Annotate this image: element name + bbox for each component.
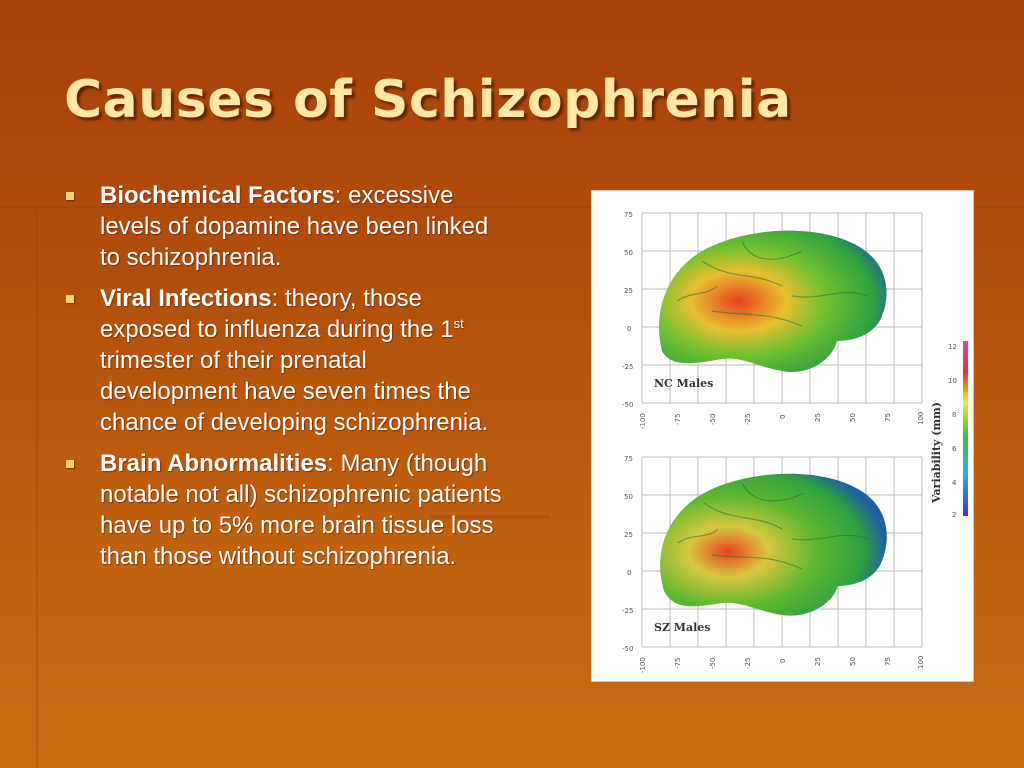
- square-bullet-icon: [66, 460, 74, 468]
- brain-variability-figure: [591, 190, 974, 682]
- x-tick-label: -50: [709, 657, 717, 669]
- bullet-text: trimester of their prenatal development have seven times the chance of developing schizophrenia.: [100, 347, 489, 436]
- y-tick-label: -50: [622, 401, 634, 409]
- bullet-text: Many (though notable not all) schizophrenic patients have up to 5% more brain tissue loss than those without schizophrenia.: [100, 450, 502, 570]
- y-tick-label: 50: [624, 249, 633, 257]
- bullet-separator: :: [327, 450, 334, 477]
- y-tick-label: 25: [624, 287, 633, 295]
- bottom-x-ticks: [639, 656, 925, 673]
- y-tick-label: -25: [622, 363, 634, 371]
- x-tick-label: 25: [814, 657, 822, 666]
- y-tick-label: 0: [627, 325, 632, 333]
- x-tick-label: 50: [849, 413, 857, 422]
- y-tick-label: -50: [622, 645, 634, 653]
- square-bullet-icon: [66, 192, 74, 200]
- y-tick-label: 75: [624, 455, 633, 463]
- bullet-separator: :: [334, 182, 342, 209]
- color-bar-tick: 8: [952, 411, 957, 419]
- top-x-ticks: [639, 412, 925, 429]
- x-tick-label: -25: [744, 413, 752, 425]
- brain-maps-svg: [592, 191, 973, 681]
- x-tick-label: 75: [884, 413, 892, 422]
- color-bar: [963, 341, 968, 516]
- brain-map-top: [659, 231, 887, 372]
- bullet-term: Brain Abnormalities: [100, 450, 328, 477]
- x-tick-label: 0: [779, 414, 787, 419]
- color-bar-tick: 4: [952, 479, 957, 487]
- superscript: st: [453, 316, 464, 331]
- x-tick-label: -75: [674, 657, 682, 669]
- square-bullet-icon: [66, 295, 74, 303]
- x-tick-label: 100: [917, 655, 925, 669]
- bottom-y-ticks: [622, 455, 633, 653]
- top-y-ticks: [622, 211, 633, 409]
- x-tick-label: -50: [709, 413, 717, 425]
- x-tick-label: 50: [849, 657, 857, 666]
- x-tick-label: 75: [884, 657, 892, 666]
- x-tick-label: 25: [814, 413, 822, 422]
- bullet-term: Viral Infections: [100, 285, 272, 312]
- x-tick-label: -75: [674, 413, 682, 425]
- bullet-list: [62, 180, 502, 582]
- color-bar-tick: 2: [952, 511, 957, 519]
- bullet-text: excessive levels of dopamine have been linked to schizophrenia.: [100, 182, 489, 271]
- slide-title: Causes of Schizophrenia: [64, 70, 792, 130]
- bullet-item: [62, 448, 502, 572]
- color-bar-label: Variability (mm): [930, 402, 943, 503]
- color-bar-ticks: [948, 343, 957, 519]
- bottom-panel-label: SZ Males: [654, 621, 711, 634]
- x-tick-label: 100: [917, 411, 925, 425]
- bullet-text: theory, those exposed to influenza during the 1: [100, 285, 454, 343]
- x-tick-label: -25: [744, 657, 752, 669]
- y-tick-label: 25: [624, 531, 633, 539]
- color-bar-tick: 6: [952, 445, 957, 453]
- top-panel-label: NC Males: [654, 377, 714, 390]
- bullet-term: Biochemical Factors: [100, 182, 335, 209]
- y-tick-label: 50: [624, 493, 633, 501]
- color-bar-tick: 10: [948, 377, 957, 385]
- x-tick-label: 0: [779, 658, 787, 663]
- color-bar-tick: 12: [948, 343, 957, 351]
- y-tick-label: -25: [622, 607, 634, 615]
- bullet-item: [62, 180, 502, 273]
- bullet-separator: :: [271, 285, 279, 312]
- y-tick-label: 75: [624, 211, 633, 219]
- decorative-line: [36, 210, 38, 768]
- x-tick-label: -100: [639, 657, 647, 673]
- bullet-item: [62, 283, 502, 438]
- y-tick-label: 0: [627, 569, 632, 577]
- x-tick-label: -100: [639, 413, 647, 429]
